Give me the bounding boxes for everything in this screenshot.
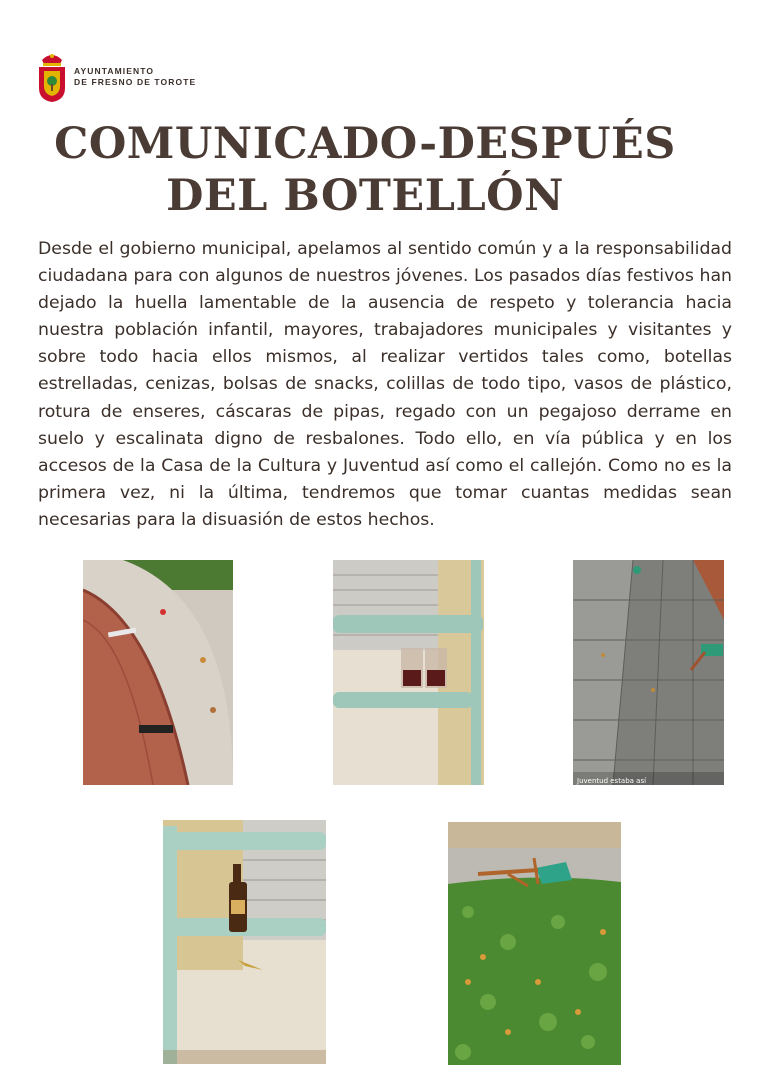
page-title	[0, 118, 730, 222]
photo-paved-path	[573, 560, 724, 785]
photo-grass-chair	[448, 822, 621, 1065]
photo-railing-cups	[333, 560, 484, 785]
organization-name	[74, 66, 196, 88]
photo-curb-litter	[83, 560, 233, 785]
header	[36, 50, 196, 104]
org-line-1: AYUNTAMIENTO	[74, 66, 155, 76]
photo-railing-bottle	[163, 820, 326, 1064]
org-line-2: DE FRESNO DE TOROTE	[74, 77, 197, 87]
coat-of-arms-icon	[36, 50, 68, 104]
title-line-1: COMUNICADO-DESPUÉS	[54, 119, 676, 169]
title-line-2: DEL BOTELLÓN	[166, 171, 564, 221]
body-paragraph: Desde el gobierno municipal, apelamos al sentido común y a la responsabilidad ciudadana para con algunos de nuestros jóvenes. Los pasados días festivos han dejado la huella lamentable de la ausencia de respeto y tolerancia hacia nuestra población infantil, mayores, trabajadores municipales y visitantes y sobre todo hacia ellos mismos, al realizar vertidos tales como, botellas estrelladas, cenizas, bolsas de snacks, colillas de todo tipo, vasos de plástico, rotura de enseres, cáscaras de pipas, regado con un pegajoso derrame en suelo y escalinata digno de resbalones. Todo ello, en vía pública y en los accesos de la Casa de la Cultura y Juventud así como el callejón. Como no es la primera vez, ni la última, tendremos que tomar cuantas medidas sean necesarias para la disuasión de estos hechos.	[38, 239, 732, 530]
photo-caption: Juventud estaba así	[577, 777, 647, 785]
